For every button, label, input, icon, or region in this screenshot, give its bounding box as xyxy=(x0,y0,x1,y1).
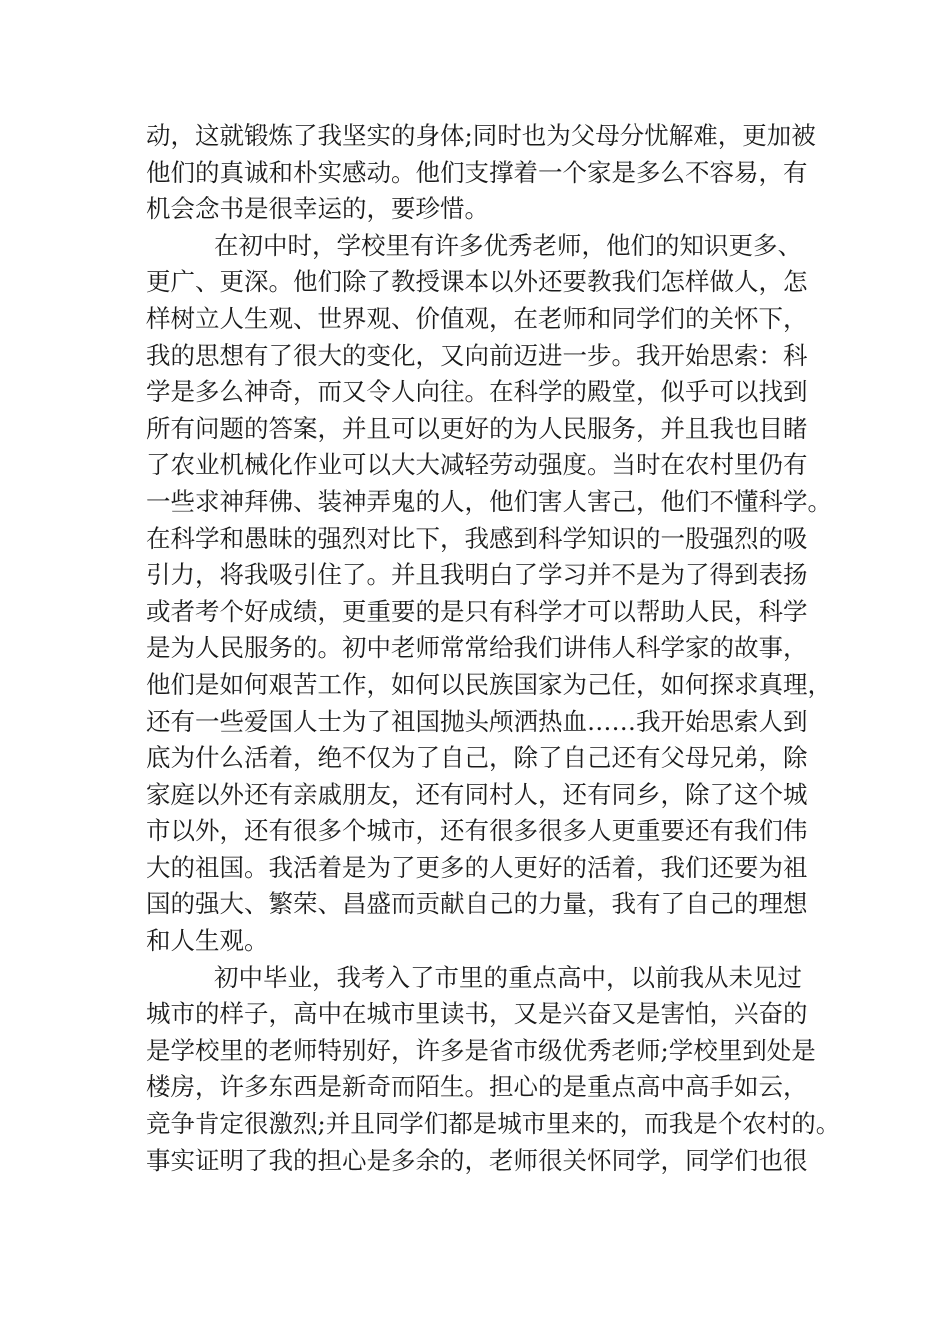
text-line: 机会念书是很幸运的，要珍惜。 xyxy=(146,194,489,224)
text-line: 我的思想有了很大的变化，又向前迈进一步。我开始思索：科 xyxy=(146,340,808,370)
text-line: 国的强大、繁荣、昌盛而贡献自己的力量，我有了自己的理想 xyxy=(146,889,808,919)
text-line: 更广、更深。他们除了教授课本以外还要教我们怎样做人，怎 xyxy=(146,267,808,297)
text-line: 和人生观。 xyxy=(146,926,269,956)
text-line: 或者考个好成绩，更重要的是只有科学才可以帮助人民，科学 xyxy=(146,596,808,626)
text-line: 一些求神拜佛、装神弄鬼的人，他们害人害己，他们不懂科学。 xyxy=(146,486,832,516)
text-line: 在初中时，学校里有许多优秀老师，他们的知识更多、 xyxy=(214,230,802,260)
text-line: 是学校里的老师特别好，许多是省市级优秀老师;学校里到处是 xyxy=(146,1035,816,1065)
text-line: 是为人民服务的。初中老师常常给我们讲伟人科学家的故事， xyxy=(146,633,808,663)
text-line: 事实证明了我的担心是多余的，老师很关怀同学，同学们也很 xyxy=(146,1145,808,1175)
text-line: 初中毕业，我考入了市里的重点高中，以前我从未见过 xyxy=(214,962,802,992)
paragraph xyxy=(146,960,841,1180)
text-line: 了农业机械化作业可以大大减轻劳动强度。当时在农村里仍有 xyxy=(146,450,808,480)
text-line: 竞争肯定很激烈;并且同学们都是城市里来的，而我是个农村的。 xyxy=(146,1109,841,1139)
text-line: 大的祖国。我活着是为了更多的人更好的活着，我们还要为祖 xyxy=(146,852,808,882)
text-line: 家庭以外还有亲戚朋友，还有同村人，还有同乡，除了这个城 xyxy=(146,779,808,809)
text-line: 学是多么神奇，而又令人向往。在科学的殿堂，似乎可以找到 xyxy=(146,377,808,407)
text-line: 城市的样子，高中在城市里读书，又是兴奋又是害怕，兴奋的 xyxy=(146,999,808,1029)
paragraph xyxy=(146,118,826,228)
text-line: 样树立人生观、世界观、价值观，在老师和同学们的关怀下， xyxy=(146,303,808,333)
text-line: 引力，将我吸引住了。并且我明白了学习并不是为了得到表扬 xyxy=(146,560,808,590)
text-line: 动，这就锻炼了我坚实的身体;同时也为父母分忧解难，更加被 xyxy=(146,121,816,150)
paragraph xyxy=(146,228,832,960)
text-line: 底为什么活着，绝不仅为了自己，除了自己还有父母兄弟，除 xyxy=(146,743,808,773)
text-line: 他们是如何艰苦工作，如何以民族国家为己任，如何探求真理， xyxy=(146,669,832,699)
text-line: 楼房，许多东西是新奇而陌生。担心的是重点高中高手如云， xyxy=(146,1072,808,1102)
text-line: 他们的真诚和朴实感动。他们支撑着一个家是多么不容易，有 xyxy=(146,157,808,187)
body-text xyxy=(146,118,841,1179)
text-line: 在科学和愚昧的强烈对比下，我感到科学知识的一股强烈的吸 xyxy=(146,523,808,553)
text-line: 所有问题的答案，并且可以更好的为人民服务，并且我也目睹 xyxy=(146,413,808,443)
text-line: 还有一些爱国人士为了祖国抛头颅洒热血……我开始思索人到 xyxy=(146,706,808,736)
text-line: 市以外，还有很多个城市，还有很多很多人更重要还有我们伟 xyxy=(146,816,808,846)
